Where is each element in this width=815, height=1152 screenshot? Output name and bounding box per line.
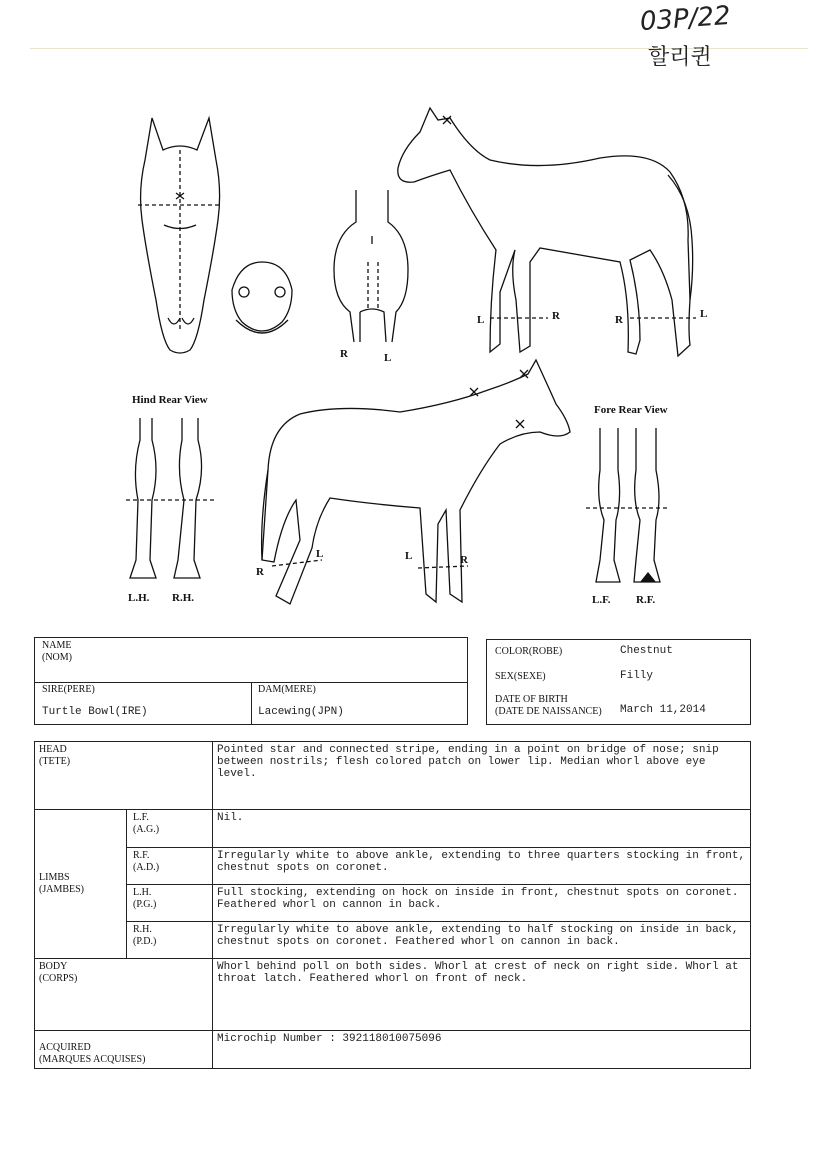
table-row	[35, 848, 751, 885]
body-label: BODY	[39, 961, 68, 972]
handwritten-number: 03P/22	[639, 0, 732, 38]
side-r2-letter: R	[615, 314, 623, 326]
side-l-letter: L	[477, 314, 485, 326]
name-label: NAME	[42, 640, 72, 651]
fore-rear-view-label: Fore Rear View	[594, 404, 668, 416]
table-row	[35, 810, 751, 848]
side-r-letter: R	[552, 310, 560, 322]
rf-text: Irregularly white to above ankle, extending to three quarters stocking in front, chestnut spots on coronet.	[213, 848, 751, 885]
horse-left-side-view-icon	[262, 360, 570, 604]
table-row	[35, 742, 751, 810]
table-row	[35, 885, 751, 922]
rf-letter: R.F.	[636, 594, 656, 606]
table-row	[35, 959, 751, 1031]
sire-value: Turtle Bowl(IRE)	[42, 706, 148, 718]
head-text: Pointed star and connected stripe, ending in a point on bridge of nose; snip between nostrils; flesh colored patch on lower lip. Median whorl above eye level.	[213, 742, 751, 810]
dob-label-fr: (DATE DE NAISSANCE)	[495, 706, 602, 717]
lh-code: L.H.	[133, 887, 152, 898]
markings-table	[34, 741, 751, 1069]
dob-label: DATE OF BIRTH	[495, 694, 568, 705]
acquired-label-fr: (MARQUES ACQUISES)	[39, 1054, 146, 1065]
head-label: HEAD	[39, 744, 67, 755]
lh-code-fr: (P.G.)	[133, 899, 157, 910]
side-l2-letter: L	[700, 308, 708, 320]
rh-code: R.H.	[133, 924, 152, 935]
limbs-label-fr: (JAMBES)	[39, 884, 85, 895]
color-value: Chestnut	[620, 645, 673, 657]
dam-label: DAM(MERE)	[258, 684, 316, 695]
front-r-letter: R	[340, 348, 348, 360]
body-label-fr: (CORPS)	[39, 973, 78, 984]
lf-code: L.F.	[133, 812, 149, 823]
table-row	[35, 1031, 751, 1069]
front-l-letter: L	[384, 352, 392, 364]
rh-text: Irregularly white to above ankle, extending to half stocking on inside in back, chestnut spots on coronet. Feathered whorl on cannon in back.	[213, 922, 751, 959]
limbs-label: LIMBS	[39, 872, 70, 883]
muzzle-view-icon	[232, 262, 292, 333]
acquired-label: ACQUIRED	[39, 1042, 91, 1053]
left-side-l-letter: L	[316, 548, 324, 560]
left-side-r2-letter: R	[460, 554, 468, 566]
left-side-r-letter: R	[256, 566, 264, 578]
sire-label: SIRE(PERE)	[42, 684, 95, 695]
rf-code: R.F.	[133, 850, 150, 861]
lh-letter: L.H.	[128, 592, 150, 604]
left-side-l2-letter: L	[405, 550, 413, 562]
acquired-text: Microchip Number : 392118010075096	[213, 1031, 751, 1069]
name-box	[34, 637, 468, 725]
handwritten-korean-name: 할리퀸	[648, 45, 712, 70]
fore-rear-view-icon	[586, 428, 670, 582]
hind-rear-view-icon	[126, 418, 214, 578]
sex-label: SEX(SEXE)	[495, 671, 546, 682]
rh-letter: R.H.	[172, 592, 194, 604]
forelegs-front-view-icon	[334, 190, 408, 342]
rf-code-fr: (A.D.)	[133, 862, 160, 873]
lf-letter: L.F.	[592, 594, 611, 606]
head-label-fr: (TETE)	[39, 756, 71, 767]
dam-value: Lacewing(JPN)	[258, 706, 344, 718]
lf-text: Nil.	[213, 810, 751, 848]
dob-value: March 11,2014	[620, 704, 706, 716]
identity-box	[486, 639, 751, 725]
sex-value: Filly	[620, 670, 654, 682]
lh-text: Full stocking, extending on hock on inside in front, chestnut spots on coronet. Feathered whorl on cannon in back.	[213, 885, 751, 922]
name-label-fr: (NOM)	[42, 652, 72, 663]
rh-code-fr: (P.D.)	[133, 936, 157, 947]
horse-right-side-view-icon	[398, 108, 696, 356]
table-row	[35, 922, 751, 959]
lf-code-fr: (A.G.)	[133, 824, 160, 835]
head-front-view-icon	[138, 118, 222, 353]
body-text: Whorl behind poll on both sides. Whorl at crest of neck on right side. Whorl at throat latch. Feathered whorl on front of neck.	[213, 959, 751, 1031]
color-label: COLOR(ROBE)	[495, 646, 563, 657]
hind-rear-view-label: Hind Rear View	[132, 394, 208, 406]
